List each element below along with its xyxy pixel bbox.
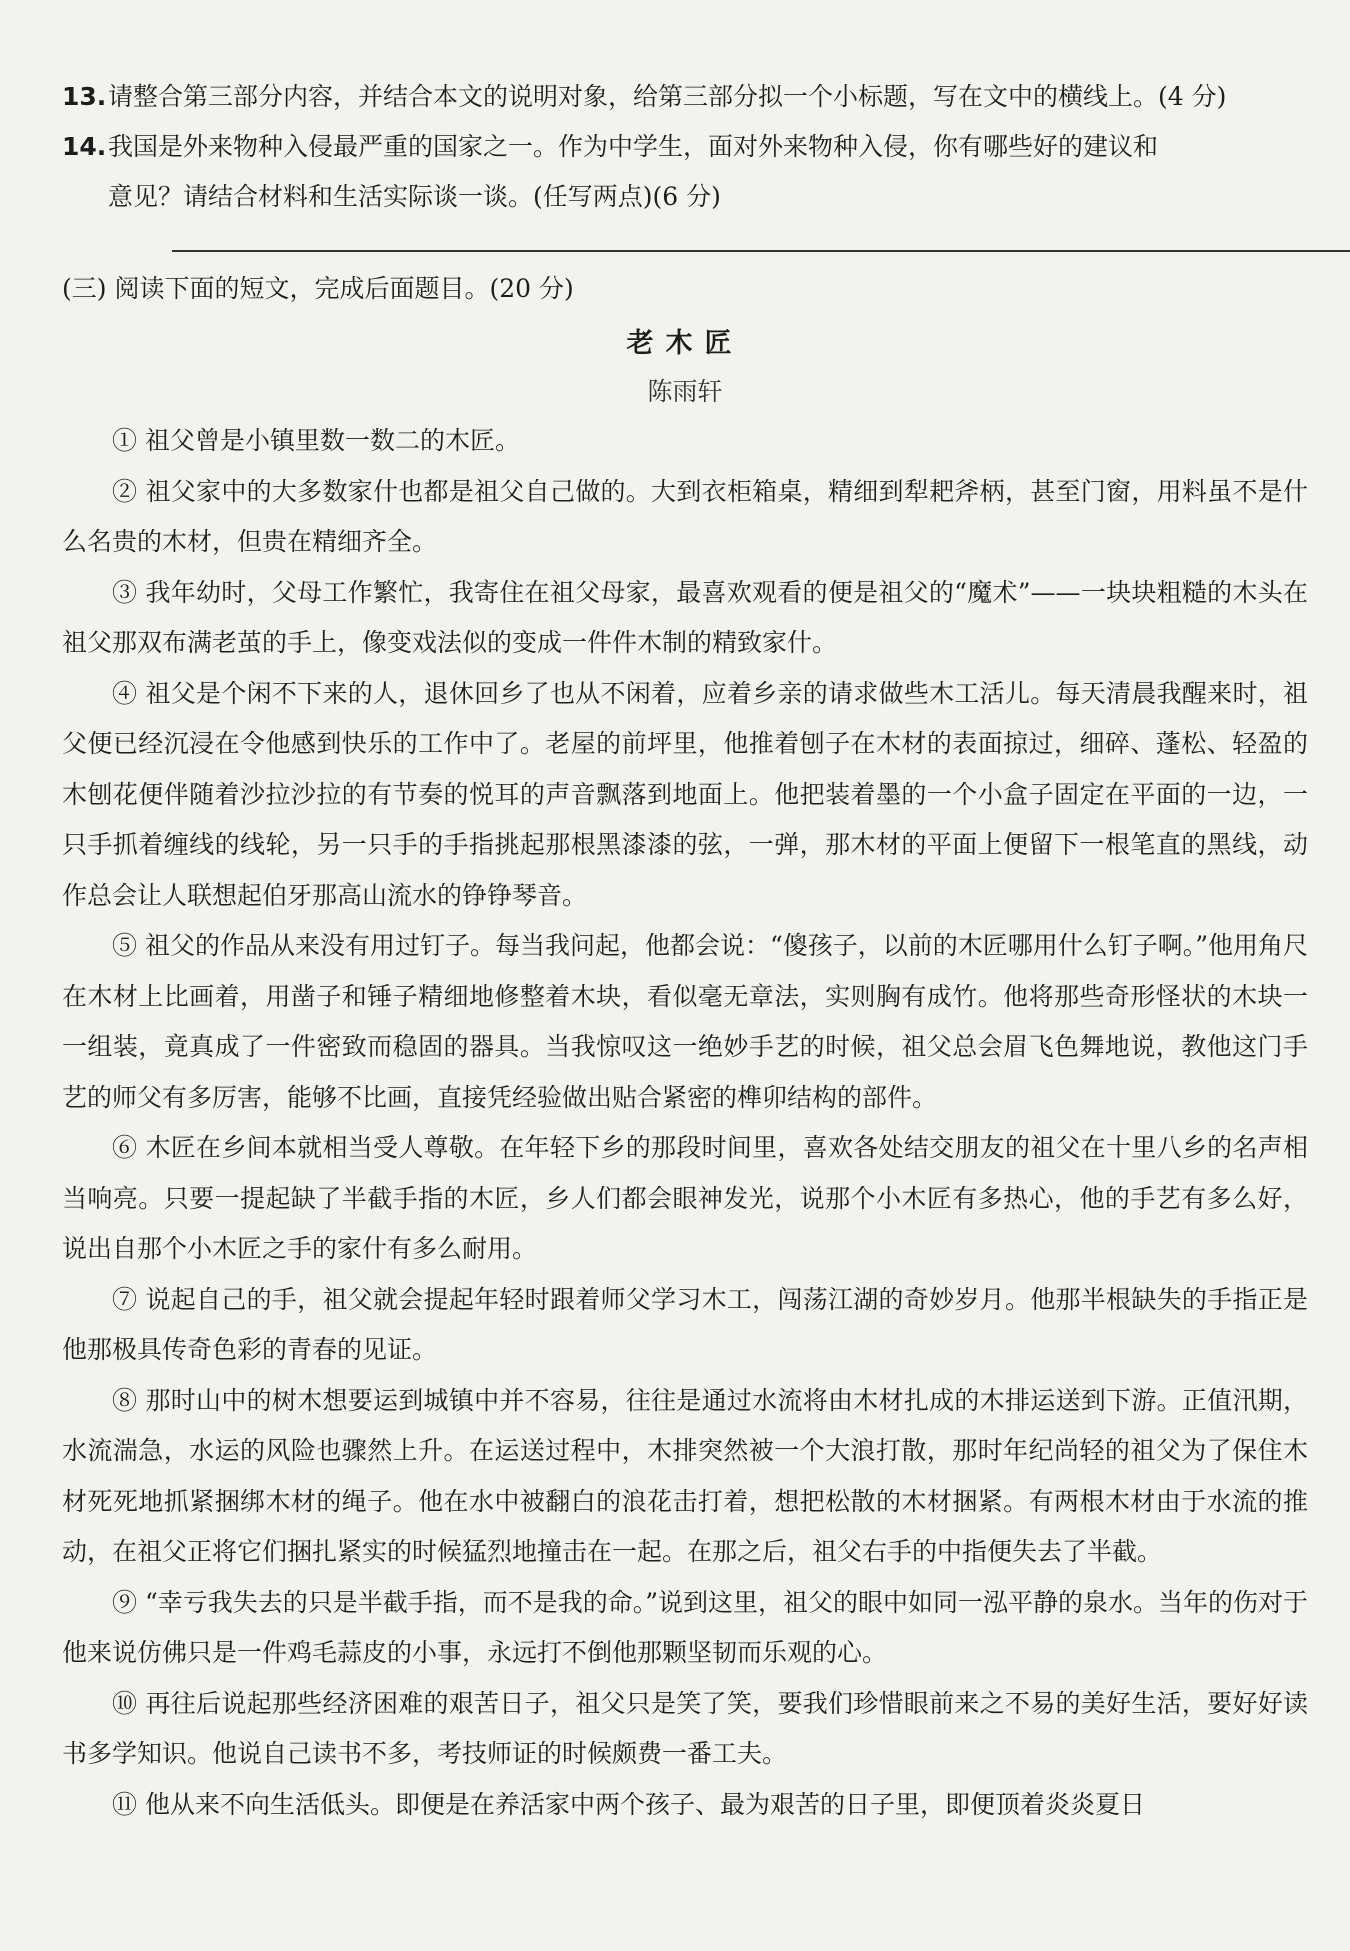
paragraph-3: ③ 我年幼时，父母工作繁忙，我寄住在祖父母家，最喜欢观看的便是祖父的“魔术”——一块块粗糙的木头在祖父那双布满老茧的手上，像变戏法似的变成一件件木制的精致家什。	[62, 577, 1308, 657]
paragraph-11: ⑪ 他从来不向生活低头。即便是在养活家中两个孩子、最为艰苦的日子里，即便顶着炎炎夏日	[112, 1789, 1145, 1819]
article-body	[62, 416, 1308, 1830]
question-number: 13.	[62, 82, 107, 111]
paragraph-7: ⑦ 说起自己的手，祖父就会提起年轻时跟着师父学习木工，闯荡江湖的奇妙岁月。他那半根缺失的手指正是他那极具传奇色彩的青春的见证。	[62, 1284, 1308, 1364]
question-13	[62, 72, 1308, 122]
paragraph-2: ② 祖父家中的大多数家什也都是祖父自己做的。大到衣柜箱桌，精细到犁耙斧柄，甚至门窗，用料虽不是什么名贵的木材，但贵在精细齐全。	[62, 476, 1308, 556]
question-text-line1: 我国是外来物种入侵最严重的国家之一。作为中学生，面对外来物种入侵，你有哪些好的建议和	[108, 132, 1159, 161]
question-14	[62, 122, 1308, 172]
section-heading: (三) 阅读下面的短文，完成后面题目。(20 分)	[62, 274, 574, 303]
paragraph-1: ① 祖父曾是小镇里数一数二的木匠。	[112, 426, 520, 455]
paragraph-5: ⑤ 祖父的作品从来没有用过钉子。每当我问起，他都会说：“傻孩子，以前的木匠哪用什么钉子啊。”他用角尺在木材上比画着，用凿子和锤子精细地修整着木块，看似毫无章法，实则胸有成竹。他将那些奇形怪状的木块一一组装，竟真成了一件密致而稳固的器具。当我惊叹这一绝妙手艺的时候，祖父总会眉飞色舞地说，教他这门手艺的师父有多厉害，能够不比画，直接凭经验做出贴合紧密的榫卯结构的部件。	[62, 931, 1309, 1112]
paragraph-8: ⑧ 那时山中的树木想要运到城镇中并不容易，往往是通过水流将由木材扎成的木排运送到下游。正值汛期，水流湍急，水运的风险也骤然上升。在运送过程中，木排突然被一个大浪打散，那时年纪尚轻的祖父为了保住木材死死地抓紧捆绑木材的绳子。他在水中被翻白的浪花击打着，想把松散的木材捆紧。有两根木材由于水流的推动，在祖父正将它们捆扎紧实的时候猛烈地撞击在一起。在那之后，祖父右手的中指便失去了半截。	[62, 1385, 1308, 1566]
paragraph-10: ⑩ 再往后说起那些经济困难的艰苦日子，祖父只是笑了笑，要我们珍惜眼前来之不易的美好生活，要好好读书多学知识。他说自己读书不多，考技师证的时候颇费一番工夫。	[62, 1688, 1308, 1768]
paragraph-4: ④ 祖父是个闲不下来的人，退休回乡了也从不闲着，应着乡亲的请求做些木工活儿。每天清晨我醒来时，祖父便已经沉浸在令他感到快乐的工作中了。老屋的前坪里，他推着刨子在木材的表面掠过，细碎、蓬松、轻盈的木刨花便伴随着沙拉沙拉的有节奏的悦耳的声音飘落到地面上。他把装着墨的一个小盒子固定在平面的一边，一只手抓着缠线的线轮，另一只手的手指挑起那根黑漆漆的弦，一弹，那木材的平面上便留下一根笔直的黑线，动作总会让人联想起伯牙那高山流水的铮铮琴音。	[62, 678, 1308, 910]
paragraph-9: ⑨ “幸亏我失去的只是半截手指，而不是我的命。”说到这里，祖父的眼中如同一泓平静的泉水。当年的伤对于他来说仿佛只是一件鸡毛蒜皮的小事，永远打不倒他那颗坚韧而乐观的心。	[62, 1587, 1309, 1667]
answer-line	[172, 250, 1350, 252]
paragraph-6: ⑥ 木匠在乡间本就相当受人尊敬。在年轻下乡的那段时间里，喜欢各处结交朋友的祖父在十里八乡的名声相当响亮。只要一提起缺了半截手指的木匠，乡人们都会眼神发光，说那个小木匠有多热心，他的手艺有多么好，说出自那个小木匠之手的家什有多么耐用。	[62, 1133, 1308, 1263]
question-number: 14.	[62, 132, 107, 161]
article-author: 陈雨轩	[647, 377, 723, 406]
question-text-line2: 意见？请结合材料和生活实际谈一谈。(任写两点)(6 分)	[108, 182, 721, 211]
question-text: 请整合第三部分内容，并结合本文的说明对象，给第三部分拟一个小标题，写在文中的横线上。(4 分)	[108, 82, 1227, 111]
article-title: 老木匠	[626, 328, 744, 359]
question-14-continuation	[62, 172, 1308, 222]
